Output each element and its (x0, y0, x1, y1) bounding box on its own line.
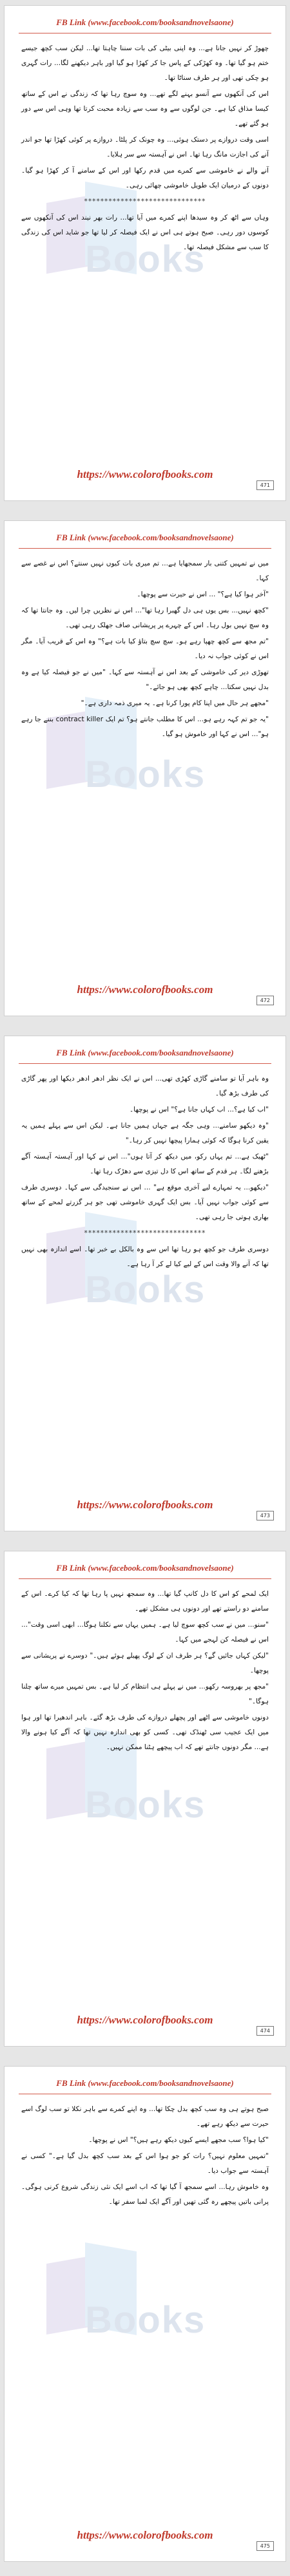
paragraph: صبح ہوتے ہی وہ سب کچھ بدل چکا تھا... وہ اپنے کمرے سے باہر نکلا تو سب لوگ اسے حیرت سے دیکھ رہے تھے۔ (21, 2105, 269, 2128)
paragraph: اس کی آنکھوں سے آنسو بہنے لگے تھے... وہ سوچ رہا تھا کہ زندگی نے اس کے ساتھ کیسا مذاق کیا ہے۔ جن لوگوں سے وہ سب سے زیادہ محبت کرتا تھا وہی اس سے دور ہو گئے تھے۔ (21, 90, 269, 128)
paragraph: "لیکن کہاں جائیں گے؟ ہر طرف ان کے لوگ پھیلے ہوئے ہیں۔" دوسرے نے پریشانی سے پوچھا۔ (21, 1652, 269, 1674)
page-footer-link[interactable]: https://www.colorofbooks.com (77, 2529, 213, 2541)
page-number: 475 (256, 2541, 274, 2551)
paragraph: "دیکھو... یہ تمہارے لیے آخری موقع ہے" ... اس نے سنجیدگی سے کہا۔ دوسری طرف سے کوئی جواب نہیں آیا۔ بس ایک گہری خاموشی تھی جو ہر گزرتے لمحے کے ساتھ بھاری ہوتی جا رہی تھی۔ (21, 1184, 269, 1221)
paragraph: "یہ جو تم کہہ رہے ہو... اس کا مطلب جانتے ہو؟ تم ایک contract killer بننے جا رہے ہو"... اس نے کہا اور خاموش ہو گیا۔ (21, 715, 269, 738)
watermark-text: Books (85, 1269, 206, 1311)
page-number: 474 (256, 2026, 274, 2036)
document-page (4, 1036, 286, 1531)
paragraph: میں نے تمہیں کتنی بار سمجھایا ہے... تم میری بات کیوں نہیں سنتے؟ اس نے غصے سے کہا۔ (21, 560, 269, 582)
paragraph: وہاں سے اٹھ کر وہ سیدھا اپنے کمرے میں آیا تھا... رات بھر نیند اس کی آنکھوں سے کوسوں دور رہی۔ صبح ہوتے ہی اس نے ایک فیصلہ کر لیا تھا جو شاید اس کی زندگی کا سب سے مشکل فیصلہ تھا۔ (21, 214, 269, 251)
page-footer-link[interactable]: https://www.colorofbooks.com (77, 983, 213, 996)
header-divider (19, 1063, 271, 1064)
page-body-text (21, 41, 269, 255)
paragraph: وہ خاموش رہا... اسے سمجھ آ گیا تھا کہ اب اسے ایک نئی زندگی شروع کرنی ہوگی۔ پرانی باتیں پیچھے رہ گئی تھیں اور آگے ایک لمبا سفر تھا۔ (21, 2183, 269, 2206)
page-number: 471 (256, 480, 274, 490)
document-page (4, 1551, 286, 2047)
watermark-text: Books (85, 1784, 206, 1826)
header-divider (19, 548, 271, 549)
page-body-text (21, 2102, 269, 2210)
page-header-link[interactable]: FB Link (www.facebook.com/booksandnovelsaone) (56, 17, 234, 27)
paragraph: دوسری طرف جو کچھ ہو رہا تھا اس سے وہ بالکل بے خبر تھا۔ اسے اندازہ بھی نہیں تھا کہ آنے والا وقت اس کے لیے کیا لے کر آ رہا ہے۔ (21, 1245, 269, 1268)
paragraph: "تم مجھ سے کچھ چھپا رہے ہو۔ سچ سچ بتاؤ کیا بات ہے؟" وہ اس کے قریب آیا۔ مگر اس نے کوئی جواب نہ دیا۔ (21, 638, 269, 660)
watermark-text: Books (85, 2299, 206, 2341)
page-header-link[interactable]: FB Link (www.facebook.com/booksandnovelsaone) (56, 2078, 234, 2088)
document-page (4, 520, 286, 1016)
page-footer-link[interactable]: https://www.colorofbooks.com (77, 1499, 213, 1511)
paragraph: آنے والے نے خاموشی سے کمرے میں قدم رکھا اور اس کے سامنے آ کر کھڑا ہو گیا۔ دونوں کے درمیان ایک طویل خاموشی چھائی رہی۔ (21, 167, 269, 189)
paragraph: "وہ دیکھو سامنے... وہی جگہ ہے جہاں ہمیں جانا ہے۔ لیکن اس سے پہلے ہمیں یہ یقین کرنا ہوگا کہ کوئی ہمارا پیچھا نہیں کر رہا۔" (21, 1122, 269, 1144)
paragraph: "کچھ نہیں... بس یوں ہی دل گھبرا رہا تھا"... اس نے نظریں چرا لیں۔ وہ جانتا تھا کہ وہ سچ نہیں بول رہا۔ اس کے چہرے پر پریشانی صاف جھلک رہی تھی۔ (21, 607, 269, 629)
paragraph: "تمہیں معلوم نہیں؟ رات کو جو ہوا اس کے بعد سب کچھ بدل گیا ہے۔" کسی نے آہستہ سے جواب دیا۔ (21, 2152, 269, 2175)
scene-separator: ****************************** (84, 1229, 206, 1237)
paragraph: وہ باہر آیا تو سامنے گاڑی کھڑی تھی... اس نے ایک نظر ادھر ادھر دیکھا اور پھر گاڑی کی طرف بڑھ گیا۔ (21, 1075, 269, 1097)
paragraph: دونوں خاموشی سے اٹھے اور پچھلے دروازے کی طرف بڑھ گئے۔ باہر اندھیرا تھا اور ہوا میں ایک عجیب سی ٹھنڈک تھی۔ کسی کو بھی اندازہ نہیں تھا کہ آگے کیا ہونے والا ہے... مگر دونوں جانتے تھے کہ اب پیچھے ہٹنا ممکن نہیں۔ (21, 1714, 269, 1751)
header-divider (19, 1578, 271, 1579)
document-page (4, 2066, 286, 2562)
page-number: 473 (256, 1511, 274, 1520)
page-header-link[interactable]: FB Link (www.facebook.com/booksandnovelsaone) (56, 1048, 234, 1057)
watermark-text: Books (85, 753, 206, 795)
paragraph: "ٹھیک ہے... تم یہاں رکو، میں دیکھ کر آتا ہوں"... اس نے کہا اور آہستہ آہستہ آگے بڑھنے لگا۔ ہر قدم کے ساتھ اس کا دل تیزی سے دھڑک رہا تھا۔ (21, 1153, 269, 1175)
paragraph: چھوڑ کر نہیں جانا ہے... وہ اپنی بیٹی کی بات سننا چاہتا تھا... لیکن سب کچھ جیسے ختم ہو گیا تھا۔ وہ کھڑکی کے پاس جا کر کھڑا ہو گیا اور باہر دیکھنے لگا... رات گہری ہو چکی تھی اور ہر طرف سناٹا تھا۔ (21, 44, 269, 82)
page-header-link[interactable]: FB Link (www.facebook.com/booksandnovelsaone) (56, 1563, 234, 1573)
page-body-text (21, 1072, 269, 1272)
page-footer-link[interactable]: https://www.colorofbooks.com (77, 468, 213, 480)
paragraph: اسی وقت دروازے پر دستک ہوئی... وہ چونک کر پلٹا۔ دروازے پر کوئی کھڑا تھا جو اندر آنے کی اجازت مانگ رہا تھا۔ اس نے آہستہ سے سر ہلایا۔ (21, 136, 269, 158)
paragraph: ایک لمحے کو اس کا دل کانپ گیا تھا... وہ سمجھ نہیں پا رہا تھا کہ کیا کرے۔ اس کے سامنے دو راستے تھے اور دونوں ہی مشکل تھے۔ (21, 1590, 269, 1613)
page-body-text (21, 1587, 269, 1755)
paragraph: "کیا ہوا؟ سب مجھے ایسے کیوں دیکھ رہے ہیں؟" اس نے پوچھا۔ (88, 2136, 269, 2144)
document-page (4, 5, 286, 501)
page-number: 472 (256, 996, 274, 1005)
paragraph: "اب کیا ہے؟... اب کہاں جانا ہے؟" اس نے پوچھا۔ (129, 1106, 269, 1113)
watermark-text: Books (85, 238, 206, 280)
paragraph: "مجھے ہر حال میں اپنا کام پورا کرنا ہے۔ یہ میری ذمہ داری ہے۔" (81, 699, 269, 707)
paragraph: "مجھ پر بھروسہ رکھو... میں نے پہلے ہی انتظام کر لیا ہے۔ بس تمہیں میرے ساتھ چلنا ہوگا۔" (21, 1683, 269, 1705)
paragraph: تھوڑی دیر کی خاموشی کے بعد اس نے آہستہ سے کہا۔ "میں نے جو فیصلہ کیا ہے وہ بدل نہیں سکتا... چاہے کچھ بھی ہو جائے۔" (21, 668, 269, 691)
scene-separator: ****************************** (84, 198, 206, 205)
page-footer-link[interactable]: https://www.colorofbooks.com (77, 2014, 213, 2026)
paragraph: "سنو... میں نے سب کچھ سوچ لیا ہے۔ ہمیں یہاں سے نکلنا ہوگا... ابھی اسی وقت"... اس نے فیصلہ کن لہجے میں کہا۔ (21, 1621, 269, 1643)
paragraph: "آخر ہوا کیا ہے؟" ... اس نے حیرت سے پوچھا۔ (137, 591, 269, 598)
books-watermark (34, 2240, 206, 2369)
page-header-link[interactable]: FB Link (www.facebook.com/booksandnovelsaone) (56, 533, 234, 542)
page-body-text (21, 556, 269, 742)
